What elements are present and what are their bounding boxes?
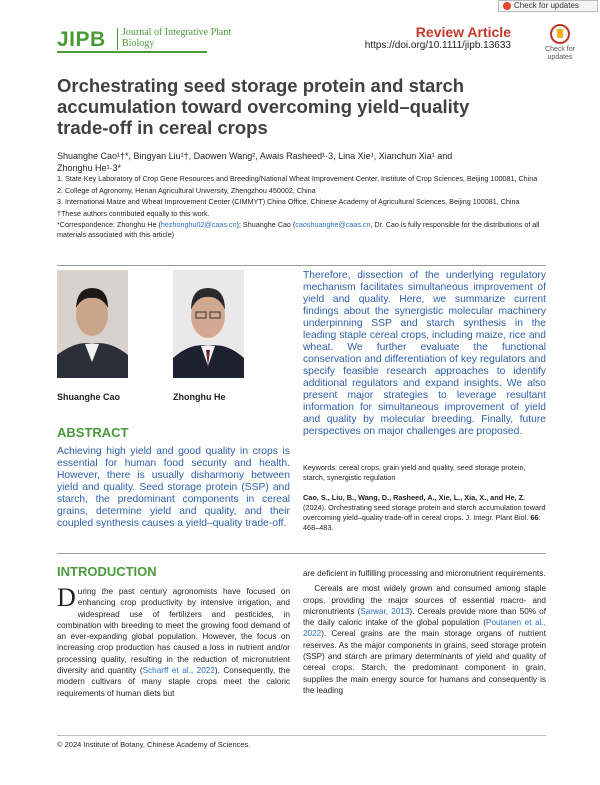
intro-left-body-2: ). Consequently, the modern cultivars of many staple crops meet the caloric requirements of human diets but	[57, 666, 290, 698]
affiliation-2: 2. College of Agronomy, Henan Agricultural University, Zhengzhou 450002, China	[57, 185, 316, 195]
intro-text-right	[303, 568, 546, 700]
check-for-updates-badge[interactable]	[538, 24, 582, 62]
doi-link[interactable]: https://doi.org/10.1111/jipb.13633	[364, 40, 511, 51]
photo-caption-cao: Shuanghe Cao	[57, 392, 121, 402]
copyright-notice: © 2024 Institute of Botany, Chinese Academy of Sciences.	[57, 740, 251, 749]
reference-link[interactable]: Scharff et al., 2022	[142, 666, 215, 676]
introduction-heading: INTRODUCTION	[57, 564, 157, 579]
citation-pages: : 468–483.	[303, 513, 541, 532]
intro-right-body-a: Cereals are most widely grown and consumed among staple crops, providing the major sources of essential macro- and micronutrients (	[303, 584, 547, 616]
article-type: Review Article	[415, 24, 511, 40]
intro-right-p2	[303, 583, 546, 696]
intro-left-body-1: uring the past century agronomists have focused on enhancing crop productivity by intensive irrigation, and widespread use of fertilizers and pesticides, in combination with breeding to meet the growing food demand of an ever-expanding global population. However, the focus on increasing crop production has caused a loss in nutrient and/or processing quality, resulting in the reduction of micronutrient diversity and quantity (	[57, 587, 290, 676]
journal-name: Journal of Integrative Plant Biology	[122, 27, 232, 49]
update-icon	[503, 2, 511, 10]
intro-right-body-c: ). Cereal grains are the main storage organs of nutrient reserves. As the major components in grains, seed storage protein (SSP) and starch are primary determinants of yield and quality of cereal crops. Starch, the predominant component in grain, supplies the main energy source for humans and consequently is the leading	[303, 629, 546, 695]
section-rule	[57, 265, 546, 266]
citation-volume: 66	[530, 513, 539, 522]
affiliation-1: 1. State Key Laboratory of Crop Gene Resources and Breeding/National Wheat Improvement Center, Institute of Crop Sciences, Beijing 100081, China	[57, 174, 538, 183]
reference-link[interactable]: Poutanen et al., 2022	[303, 618, 546, 639]
abstract-heading: ABSTRACT	[57, 425, 129, 440]
abstract-text-left: Achieving high yield and good quality in crops is essential for human food security and health. However, there is usually disharmony between yield and quality. Seed storage protein (SSP) and starch, the predominant components in cereal grains, determine yield and quality, and their coupled synthesis causes a yield–quality trade-off.	[57, 446, 290, 529]
citation	[303, 493, 546, 533]
corr-prefix: *Correspondence: Zhonghu He (	[57, 220, 161, 229]
email-link-2[interactable]: caoshuanghe@caas.cn	[295, 220, 371, 229]
footer-rule	[57, 735, 546, 736]
crossmark-icon	[550, 24, 570, 44]
check-updates-label: Check for updates	[514, 1, 579, 10]
intro-right-body-b: ). Cereals provide more than 50% of the daily caloric intake of the global population (	[303, 606, 547, 628]
header-rule	[57, 51, 207, 53]
corr-suffix: , Dr. Cao is fully responsible for the distributions of all materials associated with this article)	[57, 220, 540, 239]
author-photo-cao	[57, 270, 128, 378]
affiliation-3: 3. International Maize and Wheat Improvement Center (CIMMYT) China Office, Chinese Academy of Agricultural Sciences, Beijing 100081, China	[57, 197, 520, 206]
citation-authors: Cao, S., Liu, B., Wang, D., Rasheed, A., Xie, L., Xia, X., and He, Z.	[303, 493, 526, 502]
affiliations	[57, 174, 545, 241]
author-line-2: Zhonghu He¹·3*	[57, 163, 122, 173]
correspondence	[57, 220, 545, 239]
intro-right-p1: are deficient in fulfilling processing and micronutrient requirements.	[303, 569, 546, 578]
section-rule	[57, 553, 546, 554]
email-link-1[interactable]: hezhonghu02@caas.cn	[160, 220, 237, 229]
intro-text-left	[57, 583, 290, 699]
corr-mid: ); Shuanghe Cao (	[236, 220, 296, 229]
photo-caption-he: Zhonghu He	[173, 392, 226, 402]
citation-body: (2024). Orchestrating seed storage protein and starch accumulation toward overcoming yield–quality trade-off in cereal crops. J. Integr. Plant Biol.	[303, 503, 546, 522]
reference-link[interactable]: Sarwar, 2013	[360, 606, 410, 616]
check-for-updates-bar[interactable]	[498, 0, 598, 12]
journal-logo: JIPB	[57, 28, 106, 51]
author-line-1: Shuanghe Cao¹†*, Bingyan Liu¹†, Daowen Wang², Awais Rasheed¹·3, Lina Xie¹, Xianchun Xia¹ and	[57, 151, 453, 161]
keywords: Keywords: cereal crops, grain yield and quality, seed storage protein, starch, synergistic regulation	[303, 463, 526, 482]
author-list	[57, 150, 547, 174]
contribution-note: †These authors contributed equally to this work.	[57, 208, 210, 218]
check-badge-label: Check for updates	[545, 46, 575, 61]
logo-divider	[117, 28, 118, 50]
abstract-text-right: Therefore, dissection of the underlying regulatory mechanism facilitates simultaneous improvement of yield and quality. Here, we summarize current findings about the synergistic molecular machinery underpinning SSP and starch synthesis in the leading staple cereal crops, including maize, rice and wheat. We further evaluate the functional conservation and differentiation of key regulators and specify feasible research approaches to identify additional regulators and expand insights. We also present major strategies to leverage resultant information for simultaneous improvement of yield and quality by molecular breeding. Finally, future perspectives on major challenges are proposed.	[303, 270, 546, 437]
article-title: Orchestrating seed storage protein and starch accumulation toward overcoming yield–quality trade-off in cereal crops	[57, 75, 470, 138]
drop-cap: D	[57, 583, 76, 612]
author-photo-he	[173, 270, 244, 378]
